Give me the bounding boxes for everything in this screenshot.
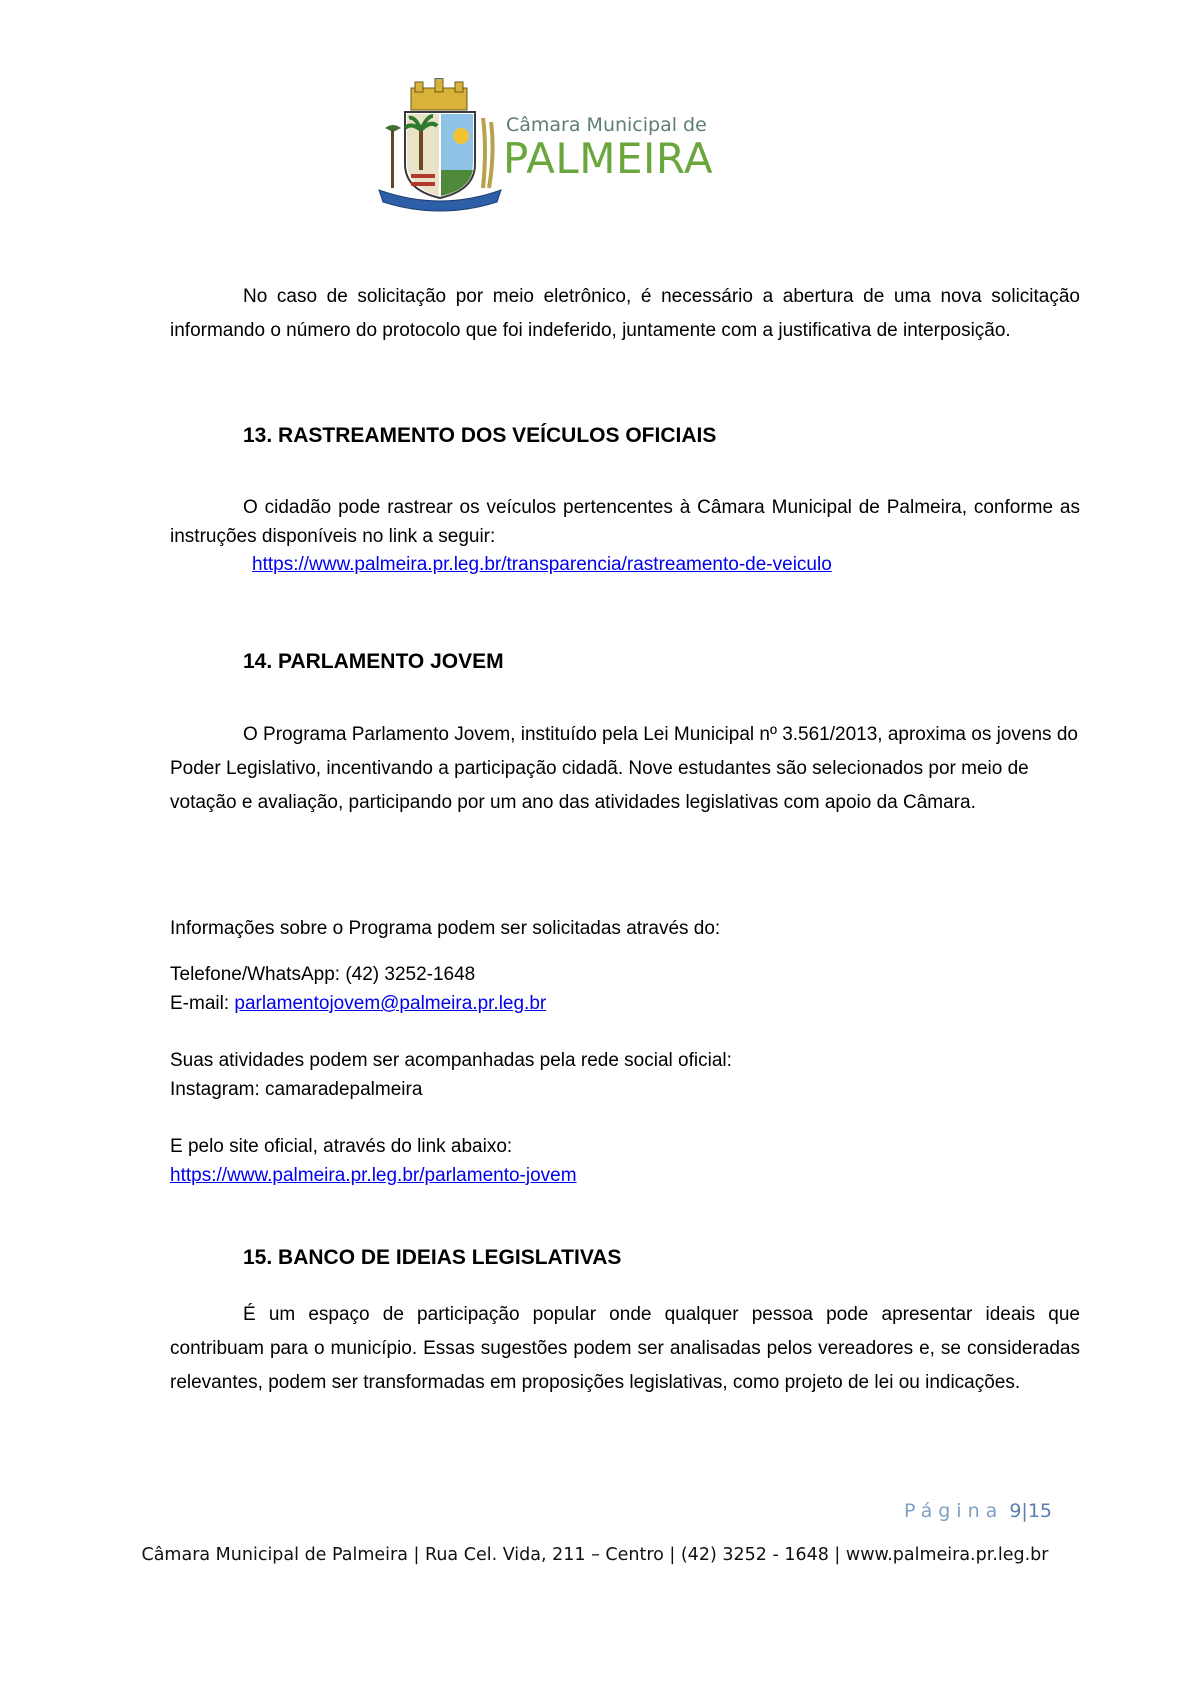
camara-logo bbox=[375, 78, 715, 212]
page-current: 9 bbox=[1009, 1500, 1022, 1522]
page-label: Página bbox=[903, 1500, 1004, 1522]
section-13-link-row bbox=[252, 551, 1162, 579]
logo-line-2: PALMEIRA bbox=[503, 134, 714, 183]
section-14-paragraph: O Programa Parlamento Jovem, instituído pela Lei Municipal nº 3.561/2013, aproxima os jovens do Poder Legislativo, incentivando a participação cidadã. Nove estudantes são selecionados por meio de votação e avaliação, participando por um ano das atividades legislativas com apoio da Câmara. bbox=[170, 724, 1078, 813]
rastreamento-link[interactable]: https://www.palmeira.pr.leg.br/transparencia/rastreamento-de-veiculo bbox=[252, 554, 832, 575]
section-14-social bbox=[170, 1046, 1080, 1104]
page-number: Página 9|15 bbox=[903, 1500, 1052, 1522]
instagram-text: Instagram: camaradepalmeira bbox=[170, 1079, 423, 1100]
section-14-site bbox=[170, 1132, 1080, 1190]
section-13-heading: 13. RASTREAMENTO DOS VEÍCULOS OFICIAIS bbox=[243, 424, 717, 447]
email-link[interactable]: parlamentojovem@palmeira.pr.leg.br bbox=[234, 993, 547, 1014]
section-14-contact bbox=[170, 960, 1080, 1018]
site-text: E pelo site oficial, através do link abaixo: bbox=[170, 1136, 513, 1157]
section-15-paragraph: É um espaço de participação popular onde qualquer pessoa pode apresentar ideais que contribuam para o município. Essas sugestões podem ser analisadas pelos vereadores e, se consideradas relevantes, podem ser transformadas em proposições legislativas, como projeto de lei ou indicações. bbox=[170, 1304, 1080, 1393]
phone-text: Telefone/WhatsApp: (42) 3252-1648 bbox=[170, 964, 476, 985]
section-14-heading: 14. PARLAMENTO JOVEM bbox=[243, 650, 504, 673]
section-13-paragraph: O cidadão pode rastrear os veículos pertencentes à Câmara Municipal de Palmeira, conforme as instruções disponíveis no link a seguir: bbox=[170, 497, 1080, 547]
page-footer: Câmara Municipal de Palmeira | Rua Cel. Vida, 211 – Centro | (42) 3252 - 1648 | www.palmeira.pr.leg.br bbox=[141, 1545, 1049, 1565]
email-row bbox=[170, 989, 1080, 1018]
coat-of-arms-icon bbox=[375, 78, 505, 212]
parlamento-jovem-link[interactable]: https://www.palmeira.pr.leg.br/parlamento-jovem bbox=[170, 1165, 577, 1186]
intro-paragraph: No caso de solicitação por meio eletrônico, é necessário a abertura de uma nova solicitação informando o número do protocolo que foi indeferido, juntamente com a justificativa de interposição. bbox=[170, 286, 1080, 341]
email-label: E-mail: bbox=[170, 993, 235, 1014]
section-14-info: Informações sobre o Programa podem ser solicitadas através do: bbox=[170, 918, 721, 939]
social-text: Suas atividades podem ser acompanhadas pela rede social oficial: bbox=[170, 1050, 732, 1071]
section-15-heading: 15. BANCO DE IDEIAS LEGISLATIVAS bbox=[243, 1246, 622, 1269]
page-total: 15 bbox=[1027, 1500, 1052, 1522]
logo-line-1: Câmara Municipal de bbox=[506, 114, 707, 136]
